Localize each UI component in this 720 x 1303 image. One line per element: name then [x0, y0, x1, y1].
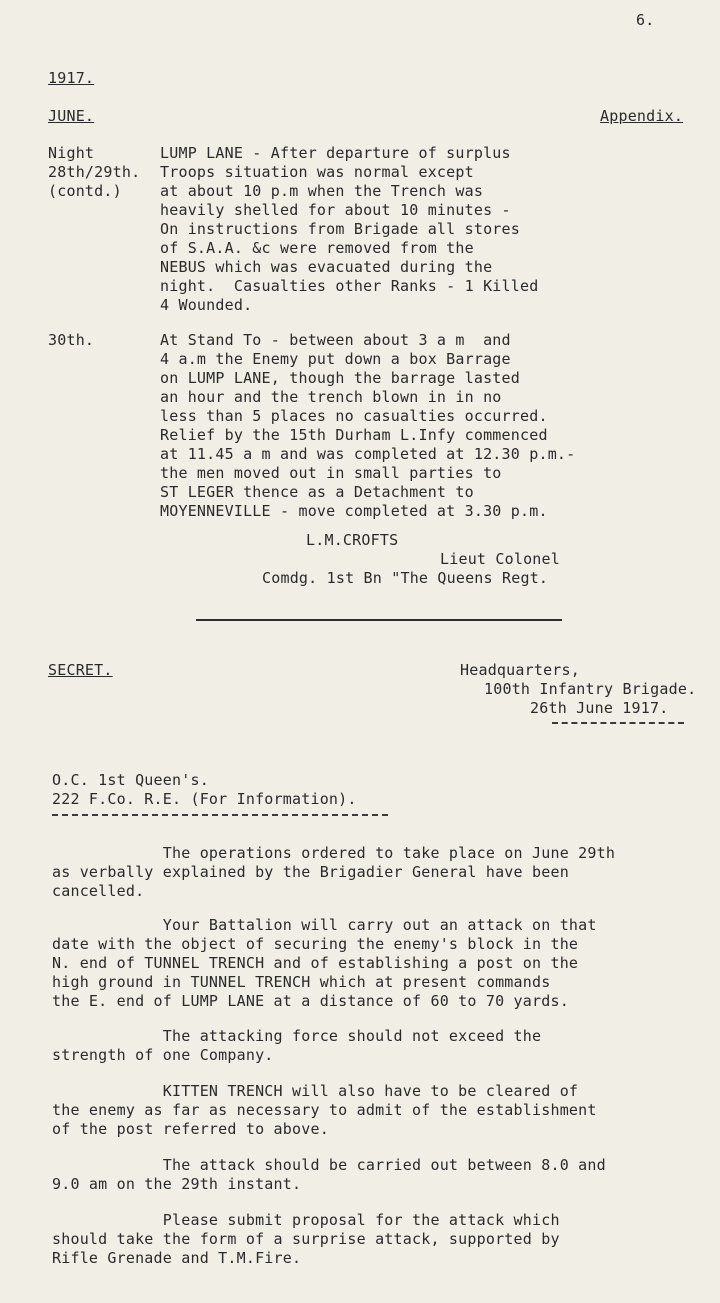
section-divider	[196, 619, 562, 621]
entry-text-line: heavily shelled for about 10 minutes -	[160, 201, 511, 219]
from-line: Headquarters,	[460, 661, 580, 679]
entry-text-line: NEBUS which was evacuated during the	[160, 258, 493, 276]
entry-text-line: Relief by the 15th Durham L.Infy commenced	[160, 426, 548, 444]
entry-text-line: at about 10 p.m when the Trench was	[160, 182, 484, 200]
entry-text-line: Troops situation was normal except	[160, 163, 474, 181]
entry-date-line: Night	[48, 144, 95, 162]
addressee-line: O.C. 1st Queen's.	[52, 771, 209, 789]
entry-date-line: 30th.	[48, 331, 95, 349]
page-number: 6.	[636, 11, 655, 29]
entry-text-line: the men moved out in small parties to	[160, 464, 502, 482]
order-paragraph-line: as verbally explained by the Brigadier General have been	[52, 863, 569, 881]
appendix-label: Appendix.	[600, 107, 684, 125]
order-paragraph-line: 9.0 am on the 29th instant.	[52, 1175, 302, 1193]
order-paragraph-line: The attacking force should not exceed the	[52, 1027, 542, 1045]
entry-text-line: On instructions from Brigade all stores	[160, 220, 520, 238]
order-paragraph-line: Your Battalion will carry out an attack on that	[52, 916, 597, 934]
order-paragraph-line: of the post referred to above.	[52, 1120, 329, 1138]
entry-text-line: less than 5 places no casualties occurred.	[160, 407, 548, 425]
entry-text-line: of S.A.A. &c were removed from the	[160, 239, 474, 257]
order-paragraph-line: the E. end of LUMP LANE at a distance of 60 to 70 yards.	[52, 992, 569, 1010]
entry-text-line: At Stand To - between about 3 a m and	[160, 331, 511, 349]
entry-text-line: 4 Wounded.	[160, 296, 253, 314]
order-paragraph-line: KITTEN TRENCH will also have to be cleared of	[52, 1082, 579, 1100]
year-heading: 1917.	[48, 69, 95, 87]
entry-text-line: MOYENNEVILLE - move completed at 3.30 p.m.	[160, 502, 548, 520]
order-paragraph-line: the enemy as far as necessary to admit of the establishment	[52, 1101, 597, 1119]
from-date: 26th June 1917.	[530, 699, 669, 717]
order-paragraph-line: should take the form of a surprise attack, supported by	[52, 1230, 560, 1248]
from-line: 100th Infantry Brigade.	[484, 680, 697, 698]
order-paragraph-line: Please submit proposal for the attack which	[52, 1211, 560, 1229]
signature-name: L.M.CROFTS	[306, 531, 399, 549]
entry-text-line: LUMP LANE - After departure of surplus	[160, 144, 511, 162]
order-paragraph-line: The attack should be carried out between 8.0 and	[52, 1156, 606, 1174]
addressee-underline	[52, 814, 388, 816]
entry-text-line: night. Casualties other Ranks - 1 Killed	[160, 277, 539, 295]
entry-date-line: 28th/29th.	[48, 163, 141, 181]
classification-label: SECRET.	[48, 661, 113, 679]
order-paragraph-line: strength of one Company.	[52, 1046, 274, 1064]
entry-text-line: at 11.45 a m and was completed at 12.30 p.m.-	[160, 445, 576, 463]
date-underline	[552, 722, 684, 724]
order-paragraph-line: Rifle Grenade and T.M.Fire.	[52, 1249, 302, 1267]
entry-text-line: ST LEGER thence as a Detachment to	[160, 483, 474, 501]
addressee-line: 222 F.Co. R.E. (For Information).	[52, 790, 357, 808]
entry-date-line: (contd.)	[48, 182, 122, 200]
order-paragraph-line: date with the object of securing the enemy's block in the	[52, 935, 579, 953]
signature-unit: Comdg. 1st Bn "The Queens Regt.	[262, 569, 549, 587]
entry-text-line: an hour and the trench blown in in no	[160, 388, 502, 406]
month-heading: JUNE.	[48, 107, 95, 125]
order-paragraph-line: The operations ordered to take place on June 29th	[52, 844, 616, 862]
order-paragraph-line: high ground in TUNNEL TRENCH which at present commands	[52, 973, 551, 991]
entry-text-line: on LUMP LANE, though the barrage lasted	[160, 369, 520, 387]
signature-rank: Lieut Colonel	[440, 550, 560, 568]
order-paragraph-line: cancelled.	[52, 882, 145, 900]
entry-text-line: 4 a.m the Enemy put down a box Barrage	[160, 350, 511, 368]
order-paragraph-line: N. end of TUNNEL TRENCH and of establishing a post on the	[52, 954, 579, 972]
